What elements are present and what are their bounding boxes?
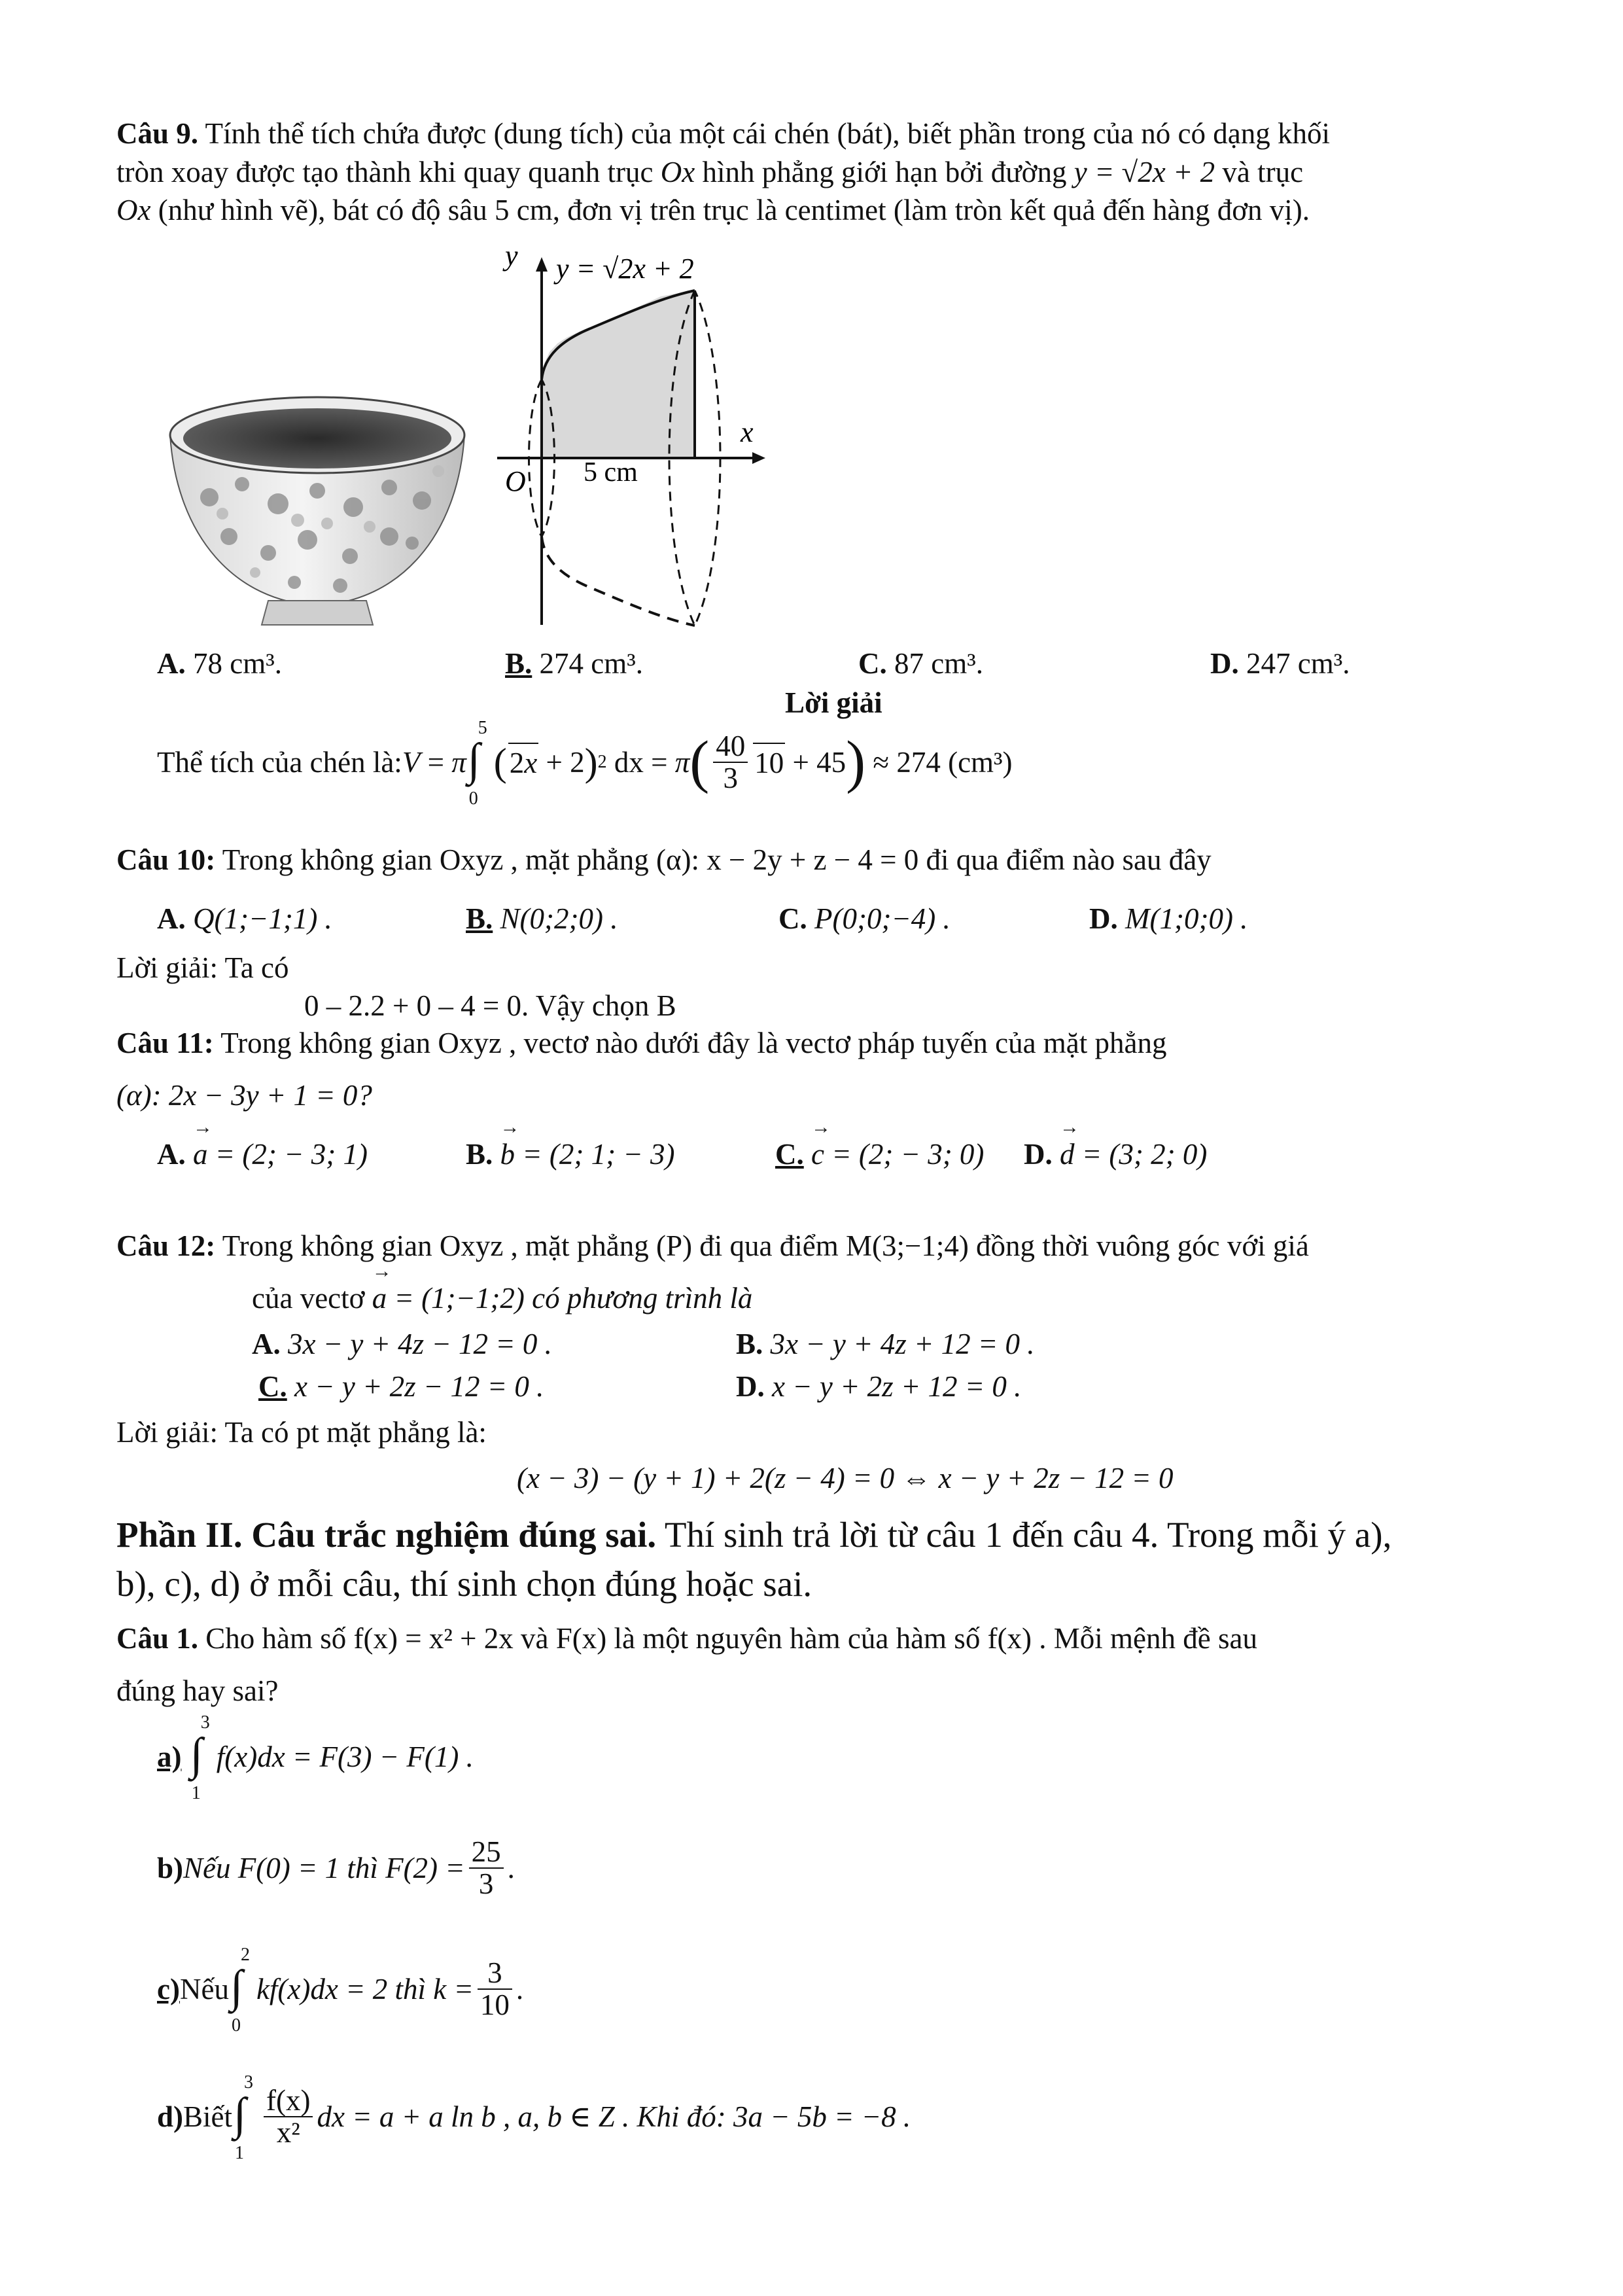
q9-label: Câu 9. [116, 117, 199, 150]
part2-heading-line2: b), c), d) ở mỗi câu, thí sinh chọn đúng hoặc sai. [116, 1564, 812, 1604]
p2q1-item-b[interactable]: b) Nếu F(0) = 1 thì F(2) = $\frac{25}{3}$ . [157, 1835, 515, 1900]
y-label: y [505, 245, 518, 272]
p2q1-item-d[interactable]: d) Biết 3 ∫ 1 $\frac{f(x)}{\text{x²}}$ dx = a + a ln b , a, b ∈ Z . Khi đó: 3a − 5b = −8 . [157, 2072, 911, 2163]
origin-label: O [505, 465, 526, 497]
q12-solution-label: Lời giải: Ta có pt mặt phẳng là: [116, 1416, 487, 1449]
p2q1-statement: Câu 1. Cho hàm số f(x) = x² + 2x và F(x) là một nguyên hàm của hàm số f(x) . Mỗi mệnh đề sau [116, 1622, 1257, 1655]
mirror-curve [542, 537, 695, 626]
bowl-image [164, 393, 471, 635]
q12-option-c[interactable]: C. x − y + 2z − 12 = 0 . [258, 1370, 544, 1403]
q11-option-a[interactable]: A. → a = (2; − 3; 1) [157, 1135, 368, 1174]
q11-option-b[interactable]: B. → b = (2; 1; − 3) [466, 1135, 674, 1174]
q9-solution: Thể tích của chén là: V = π 5 ∫ 0 ( 2x + 2 ) 2 dx = π ( $\frac{40}{3}$ 10 + 45 ) ≈ 274 (cm³) [157, 718, 1013, 809]
integral-sign: 2 ∫ 0 [230, 1945, 250, 2036]
q11-option-c[interactable]: C. → c = (2; − 3; 0) [775, 1135, 984, 1174]
q12-option-b[interactable]: B. 3x − y + 4z + 12 = 0 . [736, 1328, 1035, 1360]
q12-statement: Câu 12: Trong không gian Oxyz , mặt phẳng (P) đi qua điểm M(3;−1;4) đồng thời vuông góc với giá [116, 1229, 1309, 1262]
q9-graph [484, 245, 785, 638]
part2-heading: Phần II. Câu trắc nghiệm đúng sai. Thí sinh trả lời từ câu 1 đến câu 4. Trong mỗi ý a), [116, 1515, 1392, 1555]
p2q1-item-c[interactable]: c) Nếu 2 ∫ 0 kf(x)dx = 2 thì k = $\frac{3}{10}$ . [157, 1945, 524, 2036]
x-label: x [741, 416, 754, 448]
q9-option-a[interactable]: A. 78 cm³. [157, 647, 282, 680]
func-label: y = √2x + 2 [556, 253, 694, 285]
p2q1-item-a[interactable]: a) 3 ∫ 1 f(x)dx = F(3) − F(1) . [157, 1712, 474, 1803]
q11-statement: Câu 11: Trong không gian Oxyz , vectơ nào dưới đây là vectơ pháp tuyến của mặt phẳng [116, 1027, 1167, 1059]
q10-solution-line: 0 – 2.2 + 0 – 4 = 0. Vậy chọn B [304, 989, 676, 1022]
integral-sign: 3 ∫ 1 [234, 2072, 254, 2163]
q9-option-b[interactable]: B. 274 cm³. [505, 647, 643, 680]
q12-option-d[interactable]: D. x − y + 2z + 12 = 0 . [736, 1370, 1022, 1403]
q10-statement: Câu 10: Trong không gian Oxyz , mặt phẳng (α): x − 2y + z − 4 = 0 đi qua điểm nào sau đây [116, 843, 1212, 876]
q10-option-d[interactable]: D. M(1;0;0) . [1089, 902, 1248, 935]
q10-option-a[interactable]: A. Q(1;−1;1) . [157, 902, 332, 935]
q9-option-d[interactable]: D. 247 cm³. [1210, 647, 1350, 680]
q9-option-c[interactable]: C. 87 cm³. [858, 647, 983, 680]
integral-sign: 5 ∫ 0 [467, 718, 487, 809]
q10-option-c[interactable]: C. P(0;0;−4) . [778, 902, 951, 935]
q10-option-b[interactable]: B. N(0;2;0) . [466, 902, 618, 935]
integral-sign: 3 ∫ 1 [190, 1712, 210, 1803]
q10-solution-label: Lời giải: Ta có [116, 951, 289, 984]
q9-curve: y = √2x + 2 [1073, 155, 1215, 188]
q9-statement: Câu 9. Tính thể tích chứa được (dung tích) của một cái chén (bát), biết phần trong của nó có dạng khối tròn xoay được tạo thành khi quay quanh trục Ox hình phẳng giới hạn bởi đường y = √2x + 2 và trục Ox (như hình vẽ), bát có độ sâu 5 cm, đơn vị trên trục là centimet (làm tròn kết quả đến hàng đơn vị). [116, 117, 1330, 226]
q12-solution-line: (x − 3) − (y + 1) + 2(z − 4) = 0 ⇔ x − y + 2z − 12 = 0 [517, 1462, 1174, 1494]
q12-statement-line2: của vectơ → a = (1;−1;2) có phương trình là [252, 1279, 752, 1318]
depth-label: 5 cm [584, 457, 638, 487]
p2q1-statement-line2: đúng hay sai? [116, 1674, 279, 1707]
q11-plane: (α): 2x − 3y + 1 = 0? [116, 1079, 372, 1112]
q9-solution-title: Lời giải [785, 686, 882, 719]
q11-option-d[interactable]: D. → d = (3; 2; 0) [1024, 1135, 1207, 1174]
q12-option-a[interactable]: A. 3x − y + 4z − 12 = 0 . [252, 1328, 552, 1360]
